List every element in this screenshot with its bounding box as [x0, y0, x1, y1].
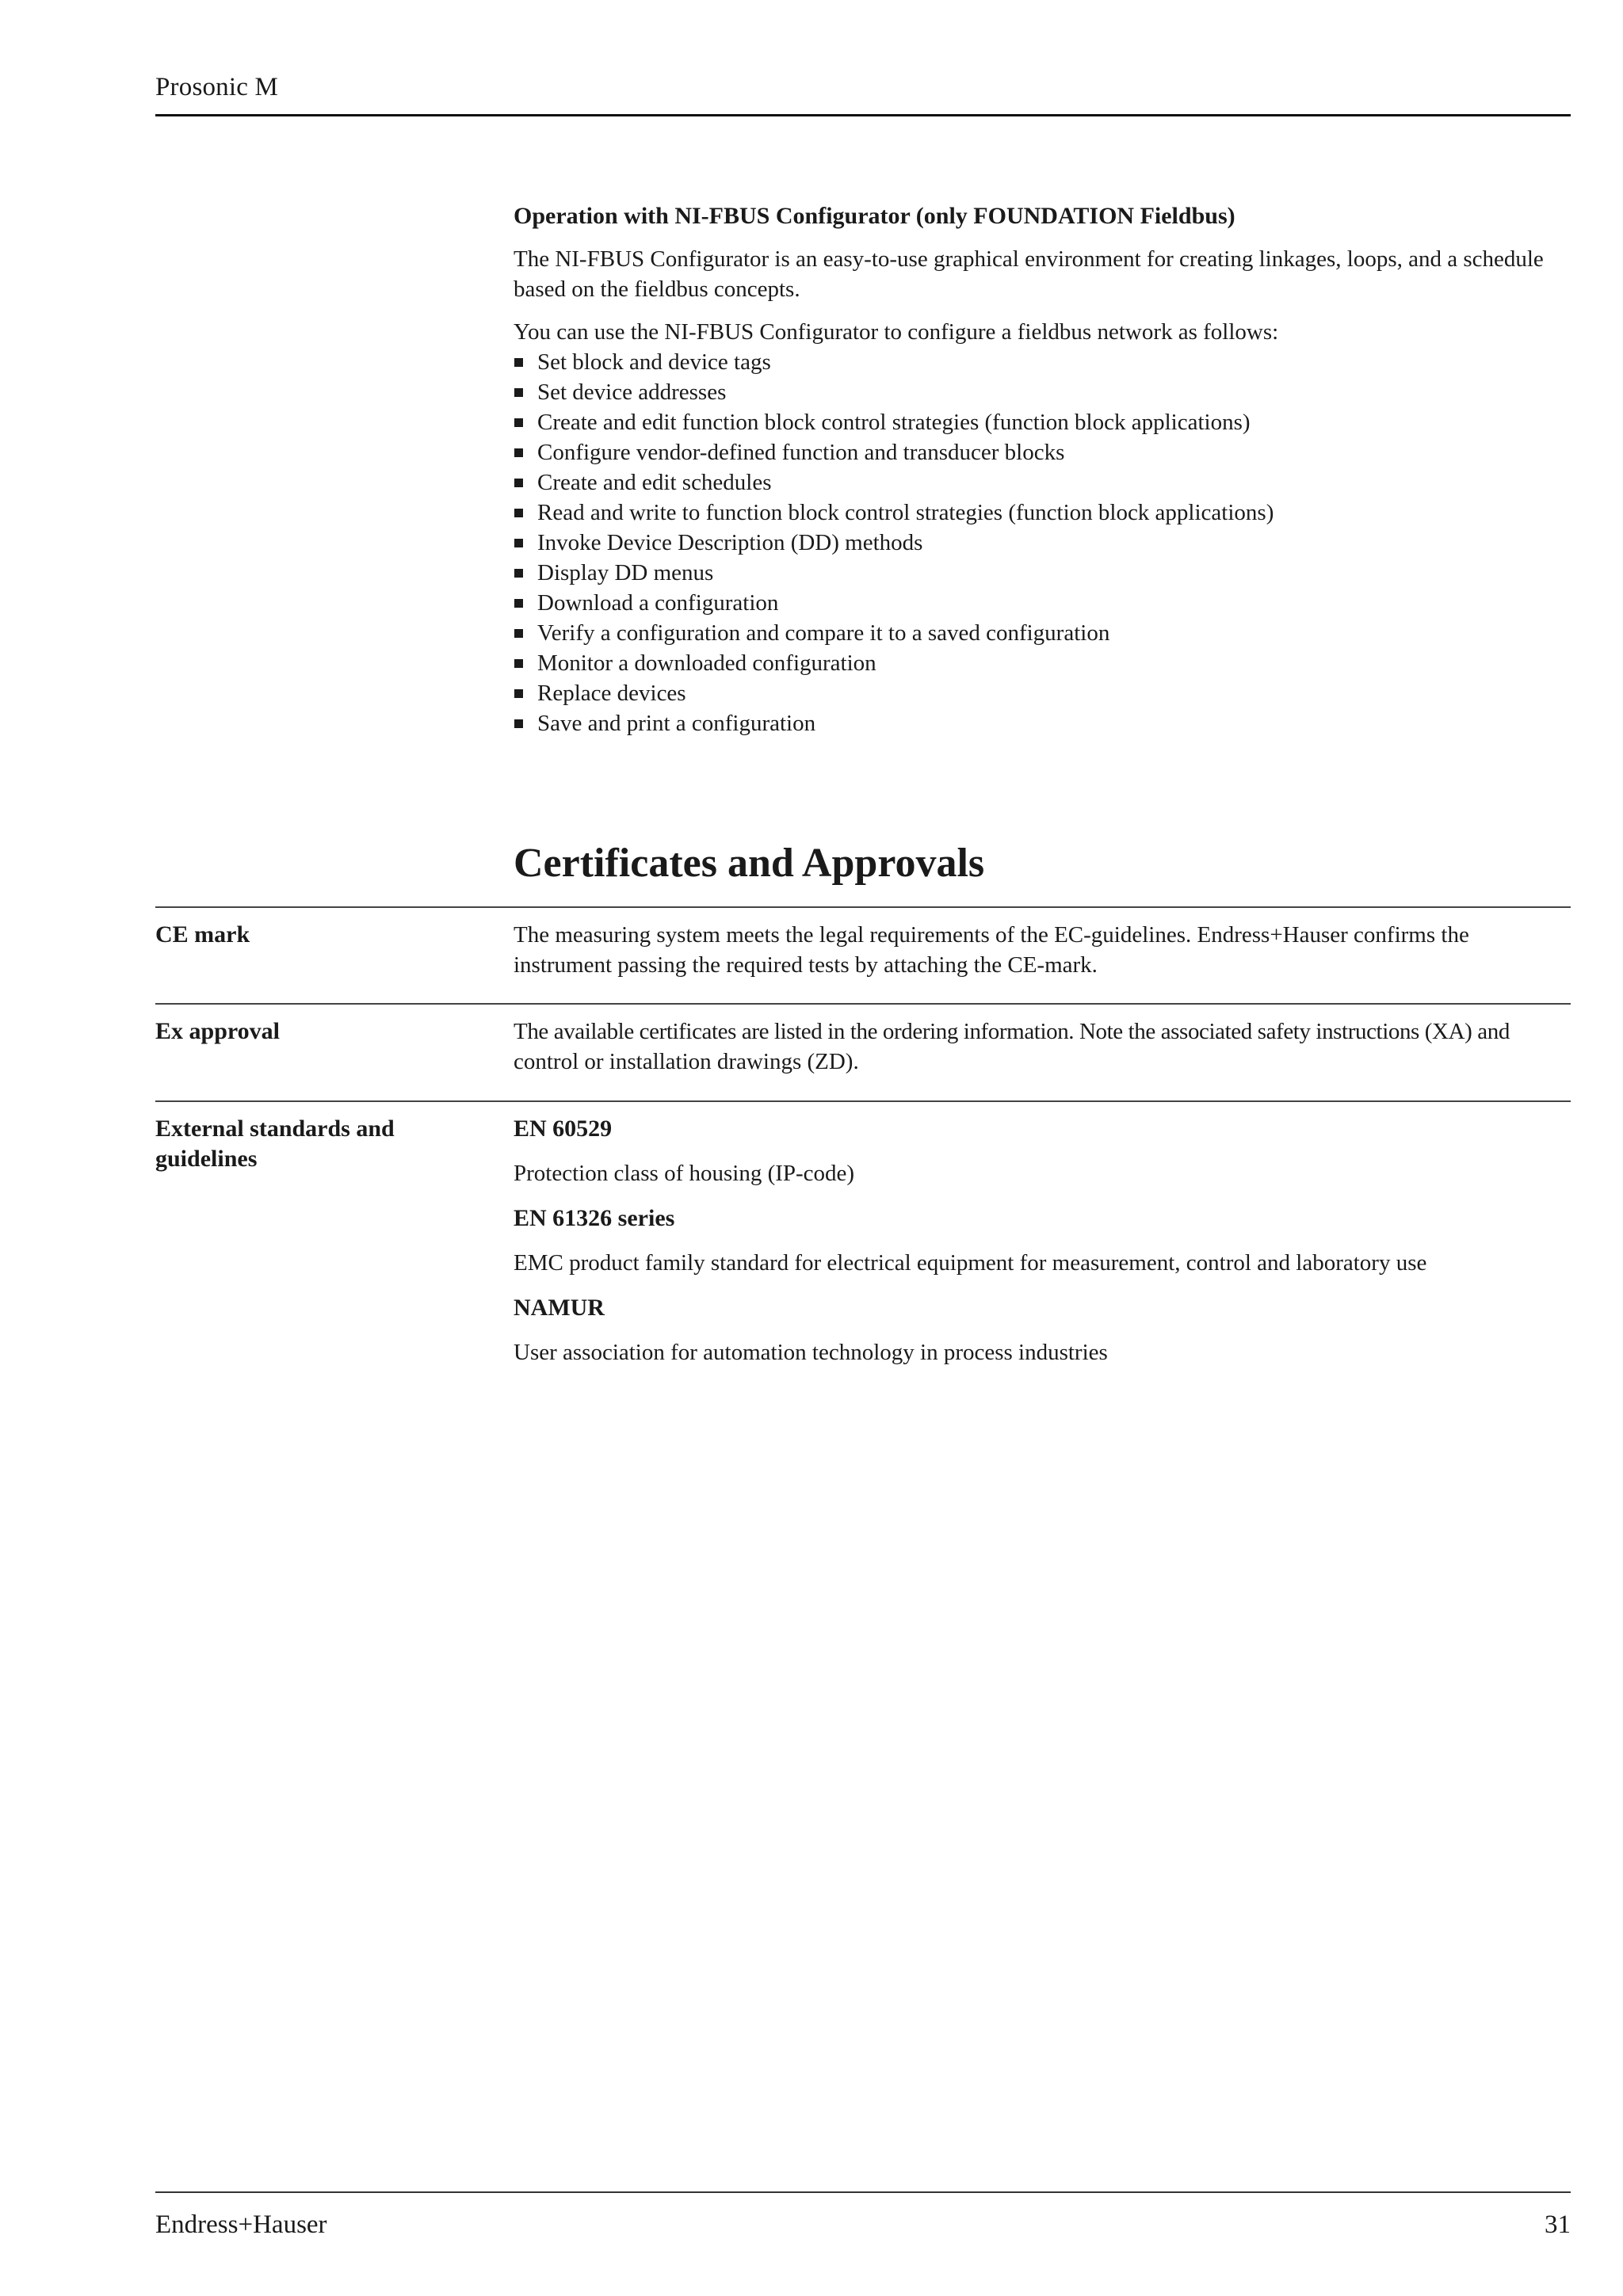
nifbus-intro-line-1: The NI-FBUS Configurator is an easy-to-use graphical environment for creating linkages, loops, and a schedule: [514, 246, 1544, 272]
list-item-text: Read and write to function block control strategies (function block applications): [537, 500, 1274, 525]
row-divider: [155, 1100, 1571, 1102]
document-header-title: Prosonic M: [155, 73, 279, 101]
footer-company: Endress+Hauser: [155, 2210, 327, 2239]
list-item: [514, 618, 1571, 648]
standard-title: EN 60529: [514, 1116, 613, 1142]
square-bullet-icon: [514, 539, 523, 547]
external-standards-list: [514, 1114, 1571, 1367]
footer-divider: [155, 2191, 1571, 2193]
list-item-text: Verify a configuration and compare it to a saved configuration: [537, 620, 1110, 646]
standard-description: Protection class of housing (IP-code): [514, 1161, 855, 1186]
list-item-text: Download a configuration: [537, 590, 779, 616]
square-bullet-icon: [514, 629, 523, 638]
nifbus-heading: Operation with NI-FBUS Configurator (only FOUNDATION Fieldbus): [514, 203, 1235, 229]
square-bullet-icon: [514, 448, 523, 457]
list-item: [514, 498, 1571, 528]
standard-description: User association for automation technology in process industries: [514, 1340, 1108, 1365]
square-bullet-icon: [514, 358, 523, 367]
list-item-text: Replace devices: [537, 681, 686, 706]
square-bullet-icon: [514, 479, 523, 487]
list-item-text: Invoke Device Description (DD) methods: [537, 530, 923, 555]
ex-approval-label: Ex approval: [155, 1018, 280, 1044]
list-item-text: Create and edit function block control strategies (function block applications): [537, 410, 1251, 435]
page-number: 31: [1545, 2210, 1571, 2239]
square-bullet-icon: [514, 659, 523, 668]
nifbus-feature-list: [514, 347, 1571, 738]
square-bullet-icon: [514, 509, 523, 517]
row-divider: [155, 1003, 1571, 1005]
ce-mark-label: CE mark: [155, 921, 250, 948]
list-item-text: Configure vendor-defined function and transducer blocks: [537, 440, 1065, 465]
list-item-text: Set device addresses: [537, 379, 727, 405]
list-item: [514, 347, 1571, 377]
list-item-text: Save and print a configuration: [537, 711, 816, 736]
list-item: [514, 678, 1571, 708]
ex-approval-text-line-1: The available certificates are listed in the ordering information. Note the associated safety instructions (XA) and: [514, 1019, 1510, 1044]
list-item: [514, 437, 1571, 467]
list-item: [514, 588, 1571, 618]
list-item: [514, 407, 1571, 437]
square-bullet-icon: [514, 719, 523, 728]
standard-description: EMC product family standard for electrical equipment for measurement, control and laboratory use: [514, 1250, 1427, 1276]
ex-approval-text-line-2: control or installation drawings (ZD).: [514, 1049, 859, 1074]
list-item: [514, 377, 1571, 407]
square-bullet-icon: [514, 689, 523, 698]
list-item-text: Monitor a downloaded configuration: [537, 650, 876, 676]
certificates-heading: Certificates and Approvals: [514, 841, 985, 886]
list-item-text: Create and edit schedules: [537, 470, 772, 495]
external-standards-label: [155, 1114, 488, 1174]
square-bullet-icon: [514, 569, 523, 578]
ce-mark-text-line-1: The measuring system meets the legal requirements of the EC-guidelines. Endress+Hauser confirms the: [514, 922, 1469, 948]
nifbus-section: [514, 201, 1571, 738]
list-item-text: Set block and device tags: [537, 349, 771, 375]
standard-title: EN 61326 series: [514, 1205, 675, 1231]
list-item: [514, 708, 1571, 738]
square-bullet-icon: [514, 599, 523, 608]
nifbus-list-intro: You can use the NI-FBUS Configurator to configure a fieldbus network as follows:: [514, 319, 1279, 345]
section-divider: [155, 906, 1571, 908]
header-divider: [155, 114, 1571, 116]
standard-title: NAMUR: [514, 1295, 605, 1321]
square-bullet-icon: [514, 388, 523, 397]
external-standards-label-line-2: guidelines: [155, 1146, 258, 1172]
list-item-text: Display DD menus: [537, 560, 714, 585]
ce-mark-description: [514, 920, 1571, 980]
ce-mark-text-line-2: instrument passing the required tests by attaching the CE-mark.: [514, 952, 1098, 978]
list-item: [514, 558, 1571, 588]
nifbus-intro-line-2: based on the fieldbus concepts.: [514, 277, 800, 302]
ex-approval-description: [514, 1016, 1571, 1077]
external-standards-label-line-1: External standards and: [155, 1116, 395, 1142]
list-item: [514, 528, 1571, 558]
list-item: [514, 648, 1571, 678]
list-item: [514, 467, 1571, 498]
square-bullet-icon: [514, 418, 523, 427]
